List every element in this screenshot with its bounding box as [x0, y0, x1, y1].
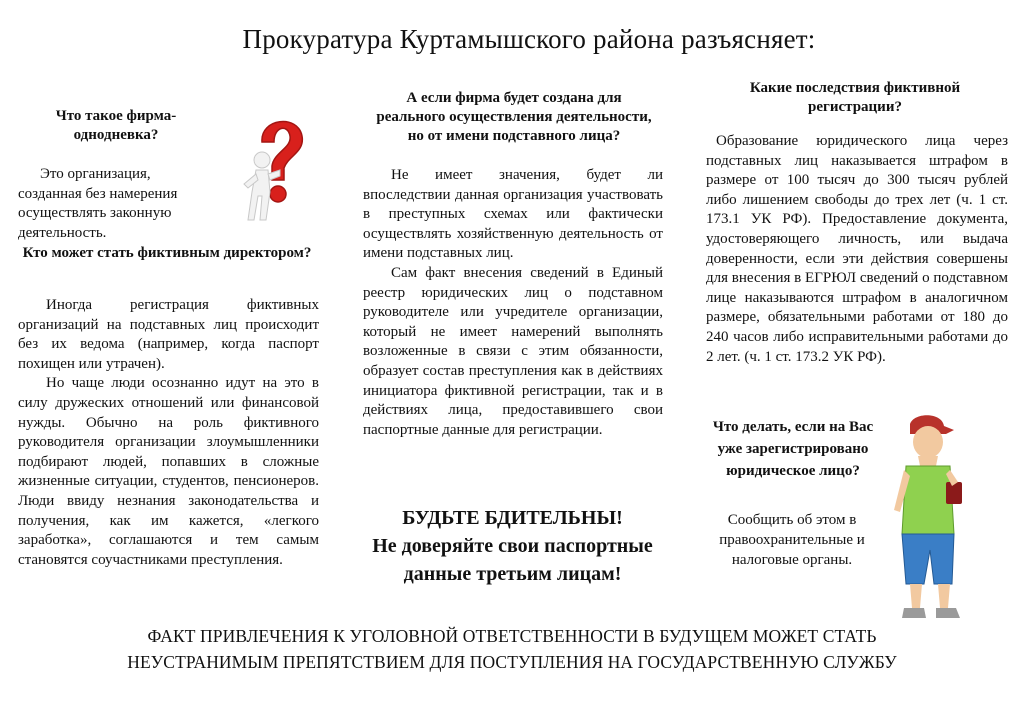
- page-title: Прокуратура Куртамышского района разъясняет:: [242, 24, 816, 54]
- warning-line-2: Не доверяйте свои паспортные данные третьим лицам!: [372, 535, 653, 585]
- warning-block: [370, 504, 655, 588]
- col3-heading: Какие последствия фиктивной регистрации?: [749, 80, 961, 115]
- col3-question-answer: Сообщить об этом в правоохранительные и налоговые органы.: [719, 512, 865, 568]
- footer-line-2: НЕУСТРАНИМЫМ ПРЕПЯТСТВИЕМ ДЛЯ ПОСТУПЛЕНИЯ НА ГОСУДАРСТВЕННУЮ СЛУЖБУ: [127, 652, 897, 672]
- young-man-with-passport-illustration: [880, 412, 980, 624]
- q2-heading: Кто может стать фиктивным директором?: [22, 245, 312, 261]
- col2-body: [363, 166, 663, 440]
- col3-question-heading: Что делать, если на Вас уже зарегистрировано юридическое лицо?: [712, 419, 874, 479]
- warning-line-1: БУДЬТЕ БДИТЕЛЬНЫ!: [402, 507, 623, 529]
- question-figure-illustration: [240, 112, 312, 224]
- q2-paragraph-1: Иногда регистрация фиктивных организаций на подставных лиц происходит без их ведома (например, когда паспорт похищен или утрачен).: [18, 297, 319, 372]
- col3-paragraph: Образование юридического лица через подставных лиц наказывается штрафом в размере от 100 тысяч до 300 тысяч рублей либо лишением свободы до трех лет (ч. 1 ст. 173.1 УК РФ). Предоставление документа, удостоверяющего личность, или выдача доверенности, если эти действия совершены для внесения в ЕГРЮЛ сведений о подставном лице наказываются штрафом в аналогичном размере, обязательными работами от 180 до 240 часов либо исправительными работами до 2 лет. (ч. 1 ст. 173.2 УК РФ).: [706, 133, 1008, 365]
- q1-heading: Что такое фирма-однодневка?: [55, 108, 177, 143]
- footer-line-1: ФАКТ ПРИВЛЕЧЕНИЯ К УГОЛОВНОЙ ОТВЕТСТВЕННОСТИ В БУДУЩЕМ МОЖЕТ СТАТЬ: [147, 626, 877, 646]
- q2-body: [18, 296, 319, 570]
- col2-paragraph-1: Не имеет значения, будет ли впоследствии данная организация участвовать в преступных схемах или фактически осуществлять хозяйственную деятельность от имени подставных лиц.: [363, 167, 663, 262]
- q1-text: Это организация, созданная без намерения осуществлять законную деятельность.: [18, 166, 178, 241]
- col2-paragraph-2: Сам факт внесения сведений в Единый реестр юридических лиц о подставном руководителе или учредителе организации, который не имеет намерений выполнять возложенные в связи с этим обязанности, образует состав преступления как в действиях инициатора фиктивной регистрации, так и в действиях лица, предоставившего свои паспортные данные для регистрации.: [363, 264, 663, 438]
- col2-heading: А если фирма будет создана для реального осуществления деятельности, но от имени подставного лица?: [376, 90, 652, 144]
- q2-paragraph-2: Но чаще люди осознанно идут на это в силу дружеских отношений или финансовой нужды. Обычно на роль фиктивного руководителя организации злоумышленники подбирают людей, попавших в сложные жизненные ситуации, студентов, пенсионеров. Люди ввиду незнания законодательства и получения, как им кажется, «легкого заработка», соглашаются и тем самым становятся соучастниками преступления.: [18, 375, 319, 568]
